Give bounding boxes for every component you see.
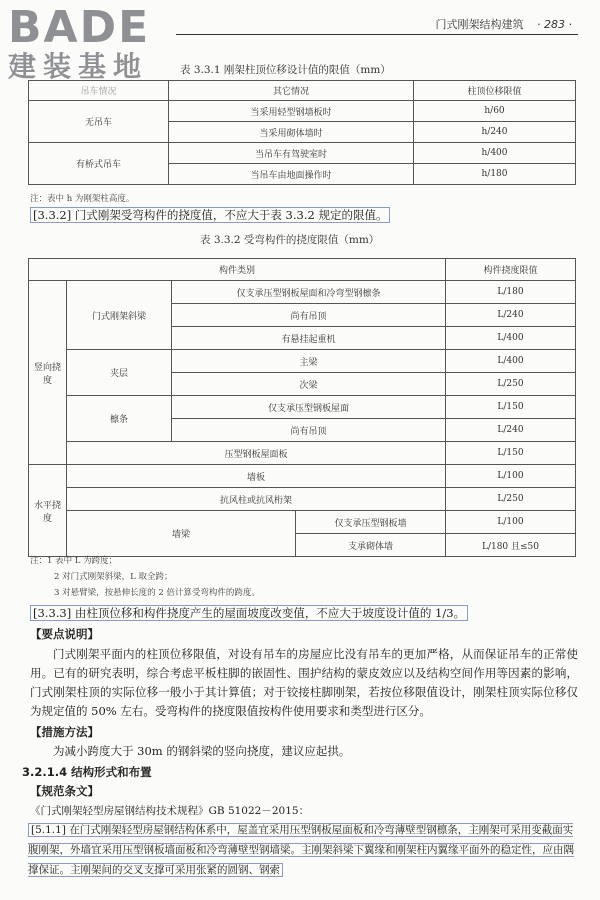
table2-note-2: 2 对门式刚架斜梁，L 取全跨；	[54, 572, 173, 582]
table2-limit: L/150	[446, 442, 576, 465]
table2-header-limit: 构件挠度限值	[446, 259, 576, 281]
watermark-logo	[8, 4, 178, 84]
table2-note-3: 3 对悬臂梁，按悬伸长度的 2 倍计算受弯构件的跨度。	[54, 588, 260, 598]
table2-item: 压型钢板屋面板	[67, 442, 446, 465]
key-points-title: 【要点说明】	[30, 627, 99, 641]
table2	[28, 258, 576, 557]
table2-item: 尚有吊顶	[172, 304, 446, 327]
table2-note-1: 注：1 表中 L 为跨度；	[30, 556, 118, 566]
table2-item: 支承砌体墙	[296, 534, 446, 557]
table2-limit: L/240	[446, 419, 576, 442]
table2-limit: L/240	[446, 304, 576, 327]
page-number: · 283 ·	[537, 18, 572, 31]
logo-chinese: 建装基地	[8, 50, 149, 83]
table2-item: 仅支承压型钢板屋面	[172, 396, 446, 419]
table1-caption: 表 3.3.1 刚架柱顶位移设计值的限值（mm）	[180, 64, 391, 76]
running-title: 门式刚架结构建筑	[435, 18, 524, 31]
spec-title: 【规范条文】	[30, 784, 99, 798]
table1-group-cell: 无吊车	[29, 101, 169, 143]
table1-limit-cell: h/240	[414, 122, 576, 143]
table1-header-limit: 柱顶位移限值	[414, 81, 576, 101]
table2-limit: L/250	[446, 488, 576, 511]
clause-3-3-3-text: [3.3.3] 由柱顶位移和构件挠度产生的屋面坡度改变值，不应大于坡度设计值的 1/3。	[30, 605, 468, 621]
table2-limit: L/250	[446, 373, 576, 396]
table1-limit-cell: h/180	[414, 164, 576, 185]
table2-jialiang-label: 夹层	[67, 350, 172, 396]
header-rule	[176, 34, 578, 35]
spec-source: 《门式刚架轻型房屋钢结构技术规程》GB 51022－2015：	[30, 805, 310, 817]
table1-group-cell: 有桥式吊车	[29, 143, 169, 185]
table2-limit: L/100	[446, 511, 576, 534]
table2-vertical-label: 竖向挠度	[29, 281, 67, 465]
table2-qiangliang-label: 墙梁	[67, 511, 296, 557]
table2-item: 主梁	[172, 350, 446, 373]
spec-text-body: [5.1.1] 在门式刚架轻型房屋钢结构体系中，屋盖宜采用压型钢板屋面板和冷弯薄壁型钢檩条，主刚架可采用变截面实腹刚架，外墙宜采用压型钢板墙面板和冷弯薄壁型钢墙梁。主刚架斜梁下翼缘和刚架柱内翼缘平面外的稳定性，应由隅撑保证。主刚架间的交叉支撑可采用张紧的圆钢、钢索	[28, 824, 574, 876]
logo-text: BADE	[8, 2, 151, 53]
spec-text	[28, 820, 576, 880]
section-heading: 3.2.1.4 结构形式和布置	[22, 765, 152, 779]
clause-3-3-2	[30, 206, 578, 225]
measures-text: 为减小跨度大于 30m 的钢斜梁的竖向挠度，建议应起拱。	[53, 744, 351, 758]
clause-3-3-3	[30, 604, 578, 623]
table1-limit-cell: h/400	[414, 143, 576, 164]
key-points-text: 门式刚架平面内的柱顶位移限值，对设有吊车的房屋应比没有吊车的更加严格，从而保证吊车的正常使用。已有的研究表明，综合考虑平板柱脚的嵌固性、围护结构的蒙皮效应以及结构空间作用等因素的影响，门式刚架柱顶的实际位移一般小于其计算值；对于铰接柱脚刚架，若按位移限值设计，刚架柱顶实际位移仅为规定值的 50% 左右。受弯构件的挠度限值按构件使用要求和类型进行区分。	[30, 647, 578, 718]
table1-header-other: 其它情况	[169, 81, 414, 101]
measures-title: 【措施方法】	[30, 725, 99, 739]
table2-limit: L/180	[446, 281, 576, 304]
running-header	[436, 16, 572, 32]
table2-limit: L/400	[446, 350, 576, 373]
table2-limit: L/400	[446, 327, 576, 350]
table1-header-crane: 吊车情况	[29, 81, 169, 101]
table1-cond-cell: 当采用砌体墙时	[169, 122, 414, 143]
clause-3-3-2-text: [3.3.2] 门式刚架受弯构件的挠度值，不应大于表 3.3.2 规定的限值。	[30, 207, 390, 223]
table1-note: 注：表中 h 为刚架柱高度。	[30, 194, 135, 204]
table2-item: 次梁	[172, 373, 446, 396]
table1-cond-cell: 当吊车有驾驶室时	[169, 143, 414, 164]
table2-item: 墙板	[67, 465, 446, 488]
table2-item: 有悬挂起重机	[172, 327, 446, 350]
table2-item: 仅支承压型钢板墙	[296, 511, 446, 534]
table1-limit-cell: h/60	[414, 101, 576, 122]
table2-header-type: 构件类别	[29, 259, 446, 281]
table2-item: 抗风柱或抗风桁架	[67, 488, 446, 511]
table2-caption: 表 3.3.2 受弯构件的挠度限值（mm）	[200, 234, 380, 246]
table2-limit: L/180 且≤50	[446, 534, 576, 557]
table1	[28, 80, 576, 185]
table2-horizontal-label: 水平挠度	[29, 465, 67, 557]
table1-cond-cell: 当采用轻型钢墙板时	[169, 101, 414, 122]
table2-gangjia-label: 门式刚架斜梁	[67, 281, 172, 350]
table2-item: 尚有吊顶	[172, 419, 446, 442]
table2-limit: L/150	[446, 396, 576, 419]
table2-limit: L/100	[446, 465, 576, 488]
table2-item: 仅支承压型钢板屋面和冷弯型钢檩条	[172, 281, 446, 304]
table2-lintiao-label: 檩条	[67, 396, 172, 442]
table1-cond-cell: 当吊车由地面操作时	[169, 164, 414, 185]
